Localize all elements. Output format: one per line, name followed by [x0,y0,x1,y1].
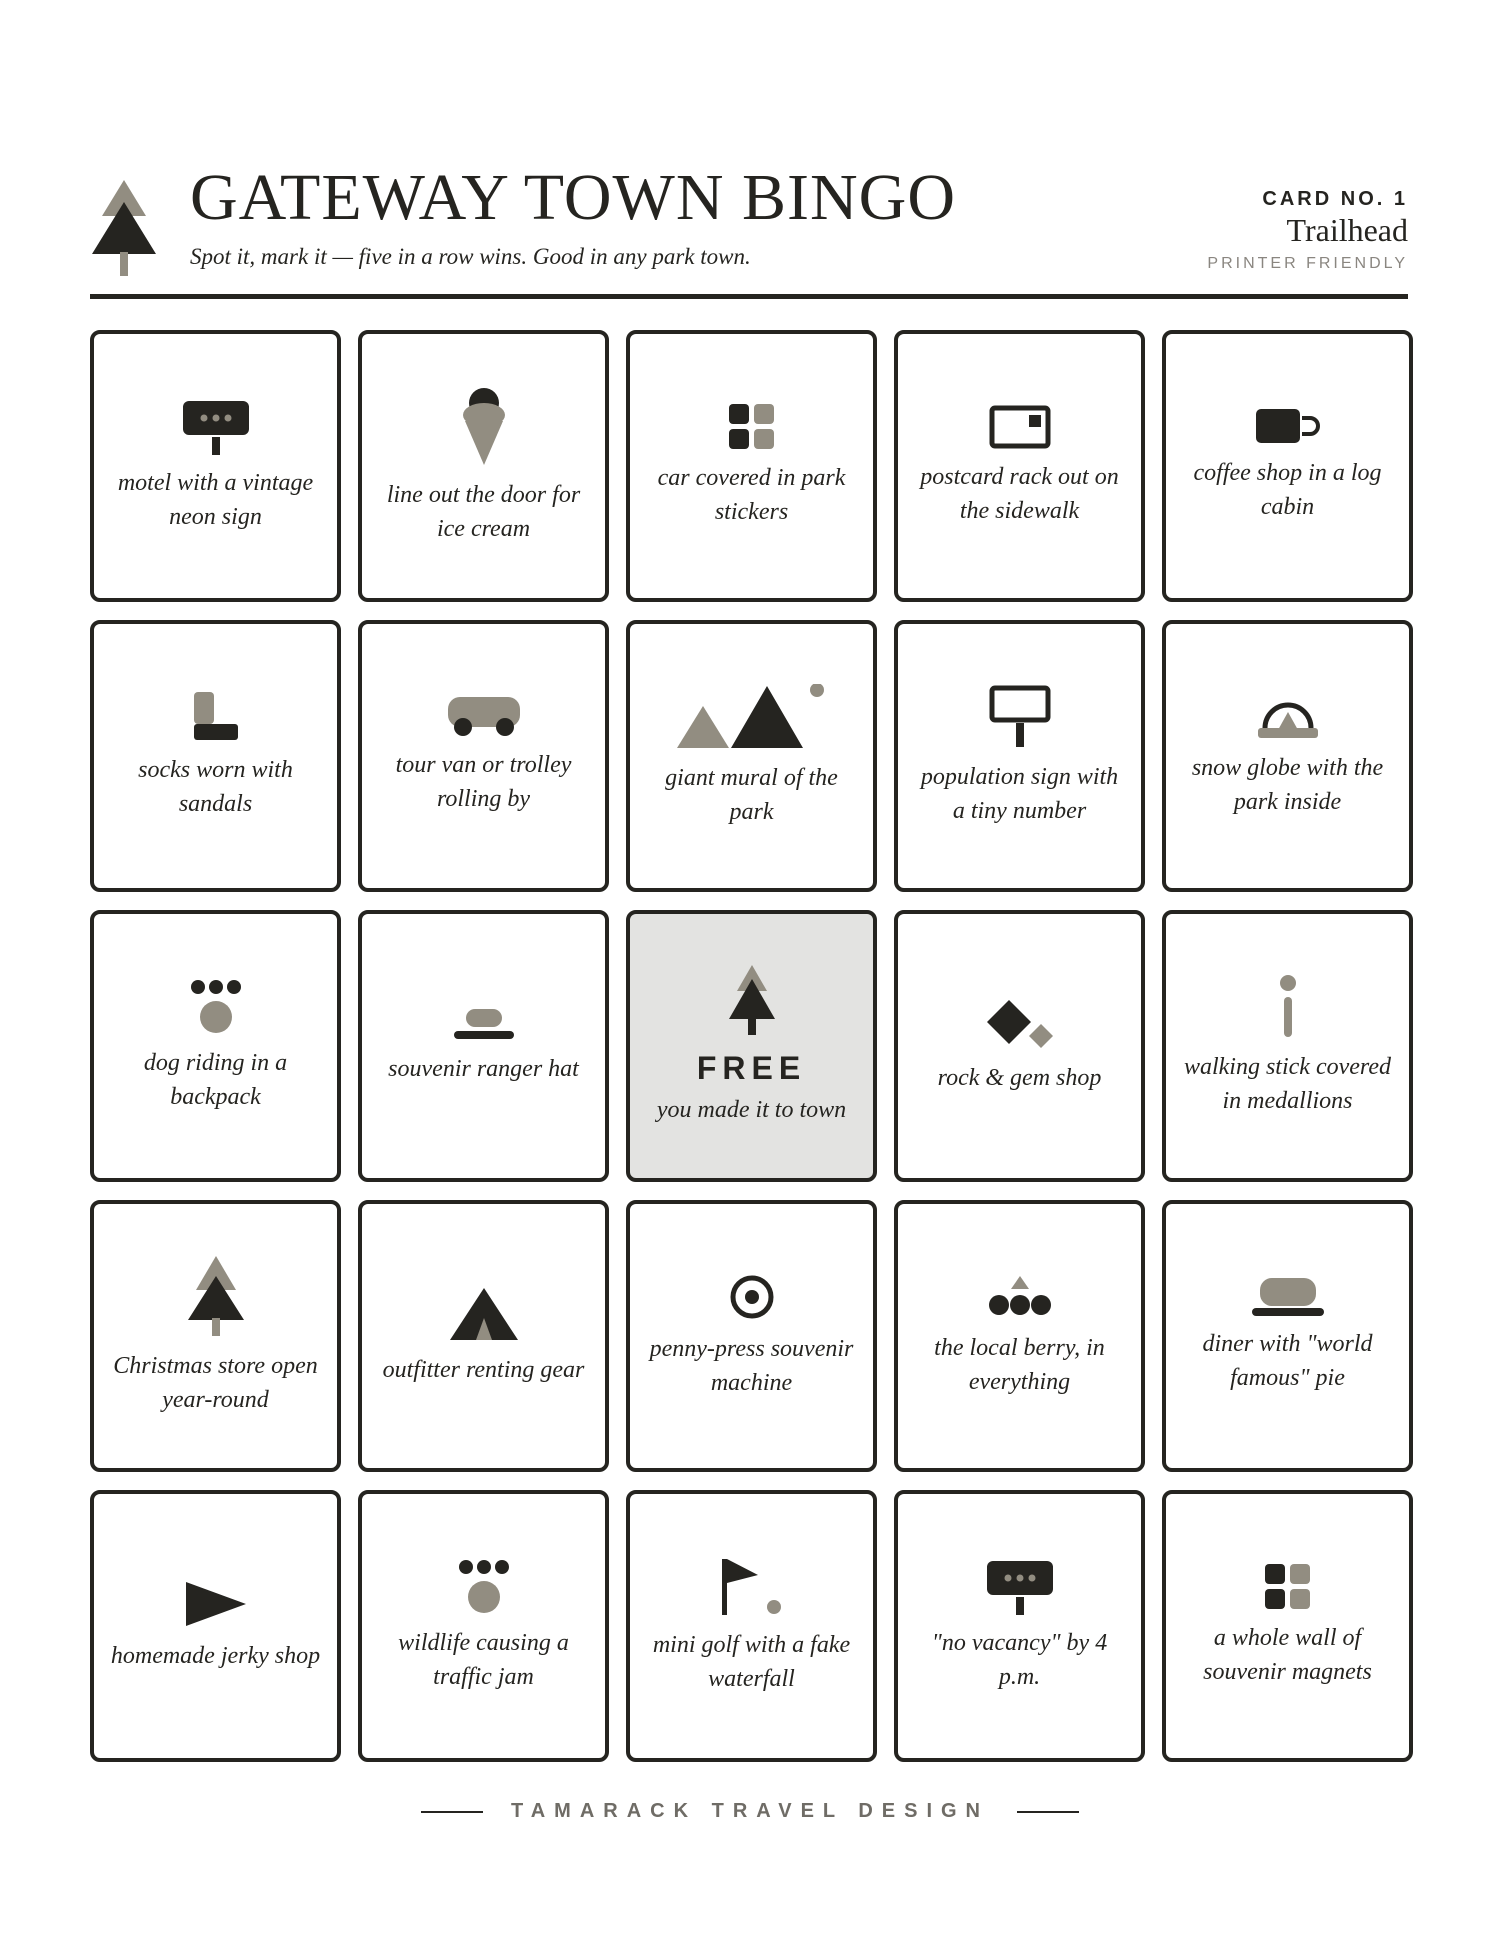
footer [0,1800,1500,1823]
header [90,160,1408,300]
bingo-cell[interactable] [894,1490,1145,1762]
neon-sign-icon [181,399,251,460]
bingo-cell[interactable] [358,330,609,602]
bingo-cell[interactable] [894,620,1145,892]
snow-globe-icon [1256,694,1320,745]
printer-friendly-note: PRINTER FRIENDLY [1207,255,1408,272]
pine-tree-icon [186,1256,246,1343]
tent-icon [448,1286,520,1347]
bingo-cell[interactable] [1162,620,1413,892]
cell-label: giant mural of the park [665,764,838,825]
cell-label: mini golf with a fake waterfall [652,1631,851,1692]
page-subtitle: Spot it, mark it — five in a row wins. Good in any park town. [190,244,751,269]
cell-label: Christmas store open year-round [113,1352,318,1413]
gem-icon [985,998,1055,1055]
cell-label: outfitter renting gear [382,1356,585,1383]
header-divider [90,294,1408,299]
cell-label: socks worn with sandals [138,756,293,817]
cell-label: the local berry, in everything [934,1334,1105,1395]
bingo-cell[interactable] [358,1200,609,1472]
no-vacancy-sign-icon [985,1559,1055,1620]
bingo-cell[interactable] [1162,330,1413,602]
cell-label: diner with "world famous" pie [1202,1330,1373,1391]
cell-label: dog riding in a backpack [143,1049,288,1110]
card-number: CARD NO. 1 [1262,188,1408,210]
road-sign-icon [988,685,1052,754]
paw-icon [188,979,244,1040]
cell-label: population sign with a tiny number [920,763,1119,824]
ice-cream-icon [462,387,506,472]
bingo-cell[interactable] [1162,1200,1413,1472]
cell-label: motel with a vintage neon sign [117,469,314,530]
magnet-grid-icon [1265,1564,1311,1615]
bingo-cell[interactable] [1162,1490,1413,1762]
pie-icon [1252,1278,1324,1321]
cell-label: you made it to town [656,1097,847,1123]
cell-label: "no vacancy" by 4 p.m. [931,1629,1108,1690]
penny-icon [728,1273,776,1326]
paw-icon [456,1559,512,1620]
sticker-grid-icon [729,404,775,455]
bingo-cell[interactable] [1162,910,1413,1182]
bingo-cell[interactable] [90,620,341,892]
free-space-label: FREE [696,1050,807,1086]
cell-label: postcard rack out on the sidewalk [920,463,1119,524]
bingo-cell[interactable] [358,1490,609,1762]
cell-label: a whole wall of souvenir magnets [1203,1624,1372,1685]
cell-label: coffee shop in a log cabin [1193,459,1382,520]
bingo-cell[interactable] [90,910,341,1182]
bingo-cell[interactable] [358,620,609,892]
cell-label: line out the door for ice cream [386,481,581,542]
card-info [1207,188,1408,273]
cell-label: rock & gem shop [937,1064,1102,1091]
footer-brand: TAMARACK TRAVEL DESIGN [511,1800,989,1822]
bingo-cell[interactable] [358,910,609,1182]
bingo-cell[interactable] [894,910,1145,1182]
walking-stick-icon [1278,975,1298,1044]
hat-icon [452,1007,516,1046]
tree-logo-icon [90,180,158,280]
cell-label: walking stick covered in medallions [1183,1053,1392,1114]
bingo-cell[interactable] [626,620,877,892]
cell-label: homemade jerky shop [110,1642,321,1669]
card-name: Trailhead [1286,212,1408,248]
cell-label: tour van or trolley rolling by [395,751,572,812]
bingo-cell[interactable] [894,1200,1145,1472]
berries-icon [987,1274,1053,1325]
tree-icon [727,965,777,1042]
cell-label: souvenir ranger hat [388,1055,579,1082]
bingo-cell[interactable] [626,1490,877,1762]
bingo-cell-free[interactable] [626,910,877,1182]
bingo-cell[interactable] [626,1200,877,1472]
mountains-icon [677,684,827,755]
cell-label: car covered in park stickers [657,464,846,525]
sock-icon [192,692,240,747]
cell-label: penny-press souvenir machine [649,1335,854,1396]
coffee-mug-icon [1256,409,1320,450]
van-icon [448,697,520,742]
bingo-cell[interactable] [626,330,877,602]
golf-flag-icon [720,1557,784,1622]
cell-label: wildlife causing a traffic jam [398,1629,569,1690]
cell-label: snow globe with the park inside [1191,754,1384,815]
bingo-cell[interactable] [90,330,341,602]
footer-rule-right [1017,1811,1079,1813]
page-title: GATEWAY TOWN BINGO [190,161,956,234]
bingo-cell[interactable] [90,1200,341,1472]
bingo-cell[interactable] [90,1490,341,1762]
postcard-icon [989,405,1051,454]
bingo-cell[interactable] [894,330,1145,602]
pennant-icon [184,1580,248,1633]
footer-rule-left [421,1811,483,1813]
